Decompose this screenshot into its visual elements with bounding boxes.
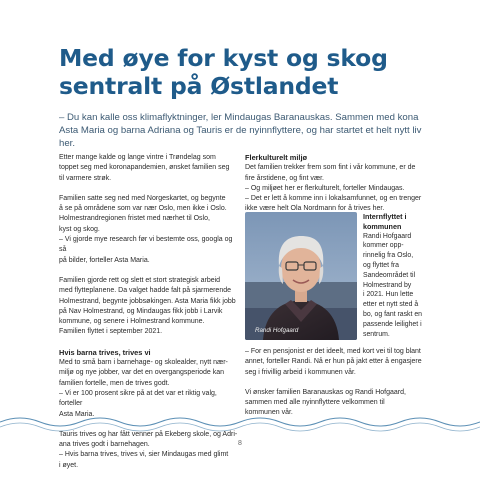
paragraph: Etter mange kalde og lange vintre i Trøndelag som toppet seg med koronapandemien, ønsket familien seg til varmere strøk. — [59, 154, 230, 182]
paragraph: Det familien trekker frem som fint i vår kommune, er de fire årstidene, og fint vær. – Og miljøet her er flerkulturelt, forteller Mindaugas. – Det er lett å komme inn i lokalsamfunnet, og en trenger ikke være helt Ola Nordmann for å trives her. — [245, 164, 422, 213]
paragraph: – For en pensjonist er det ideelt, med kort vei til tog blant annet, forteller Randi. Nå er hun på jakt etter å engasjere seg i frivillig arbeid i kommunen vår. — [245, 348, 422, 376]
paragraph: Familien gjorde rett og slett et stort strategisk arbeid med flytteplanene. Da valget hadde falt på sjarmerende Holmestrand, begynte jobbsøkingen. Asta Maria fikk jobb på Nav Holmestrand, og Mindaugas fikk jobb i Larvik kommune, og senere i Holmestrand kommune. Familien flyttet i september 2021. — [59, 276, 236, 336]
paragraph: Med to små barn i barnehage- og skolealder, nytt nær- miljø og nye jobber, var det en overgangsperiode kan familien fortelle, men de trives godt. – Vi er 100 prosent sikre på at det var et riktig valg, forteller Asta Maria. — [59, 359, 228, 418]
photo-caption: Randi Hofgaard — [255, 327, 299, 334]
sidebar-text: Randi Hofgaard kommer opp- rinnelig fra Oslo, og flyttet fra Sandeområdet til Holmestrand by i 2021. Hun lette etter et nytt sted å bo, og fant raskt en passende leilighet i sentrum. — [363, 232, 422, 338]
paragraph: Familien satte seg ned med Norgeskartet, og begynte å se på områdene som var nær Oslo, men ikke i Oslo. Holmestrandregionen fristet med nærhet til Oslo, kyst og skog. – Vi gjorde mye research før vi bestemte oss, googla og så på bilder, forteller Asta Maria. — [59, 194, 233, 264]
paragraph: Vi ønsker familien Baranauskas og Randi Hofgaard, sammen med alle nyinnflyttere velkommen til kommunen vår. — [245, 388, 406, 417]
portrait-image — [245, 212, 357, 340]
info-sidebar — [363, 212, 431, 339]
subheading: Hvis barna trives, trives vi — [59, 347, 151, 357]
paragraph: Tauris trives og har fått venner på Ekeberg skole, og Adri- ana trives godt i barnehagen. – Hvis barna trives, trives vi, sier Mindaugas med glimt i øyet. — [59, 430, 238, 469]
ingress: – Du kan kalle oss klimaflyktninger, ler Mindaugas Baranauskas. Sammen med kona Asta Maria og barna Adriana og Tauris er de nyinnflyttere, og har startet et helt nytt liv her. — [59, 112, 422, 149]
page-number: 8 — [238, 440, 242, 447]
portrait-photo — [245, 212, 357, 340]
decorative-waves — [0, 408, 480, 438]
sidebar-heading: Internflyttet i kommunen — [363, 212, 407, 231]
subheading: Flerkulturelt miljø — [245, 153, 308, 162]
headline: Med øye for kyst og skog sentralt på Østlandet — [59, 44, 388, 100]
